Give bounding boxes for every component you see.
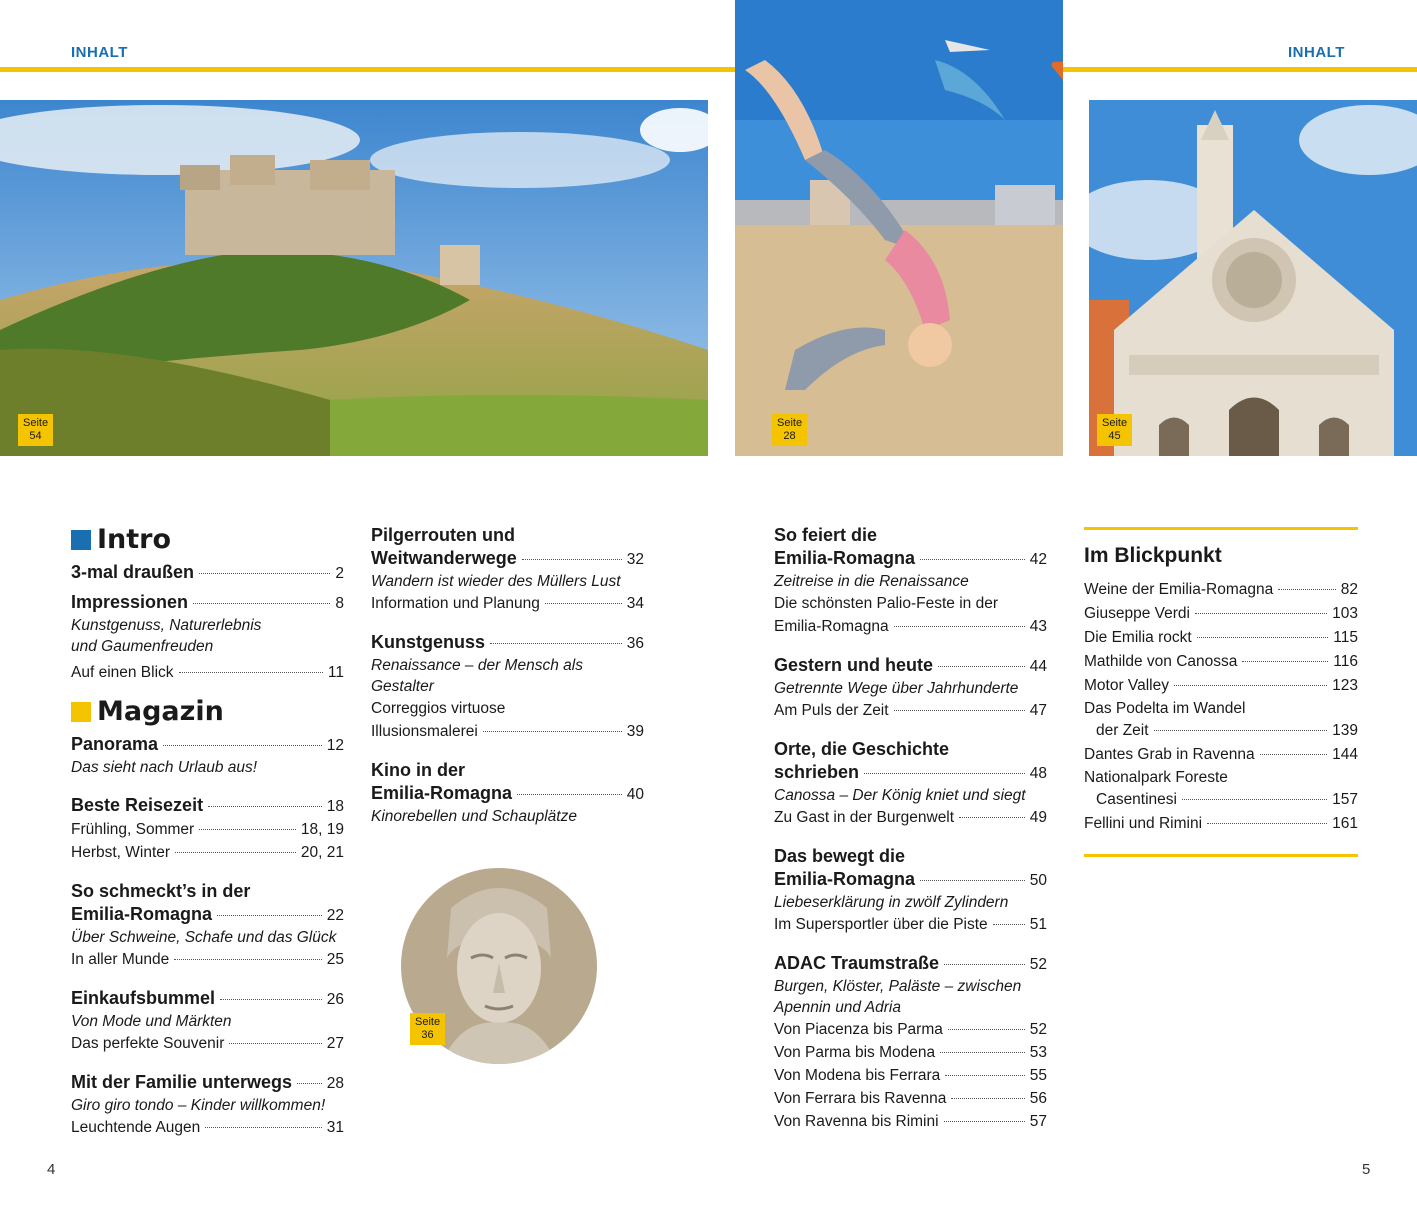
entry-page: 52 (1029, 1021, 1047, 1038)
entry-subtitle: Renaissance – der Mensch als Gestalter (371, 657, 583, 695)
entry-page: 50 (1029, 872, 1047, 889)
toc-entry[interactable] (774, 952, 1047, 976)
toc-group-kunst (371, 631, 644, 743)
entry-page: 27 (326, 1035, 344, 1052)
blickpunkt-title: Im Blickpunkt (1084, 544, 1222, 567)
entry-subtitle: Von Mode und Märkten (71, 1013, 232, 1030)
entry-page: 18 (326, 798, 344, 815)
entry-title: schrieben (774, 762, 860, 782)
entry-subtitle: Liebeserklärung in zwölf Zylindern (774, 894, 1009, 911)
toc-group-orte (774, 738, 1047, 829)
entry-page: 51 (1029, 916, 1047, 933)
toc-group-panorama (71, 733, 344, 778)
beach-page-badge (772, 414, 807, 446)
item-page: 161 (1332, 815, 1358, 832)
entry-title: Panorama (71, 734, 159, 754)
blickpunkt-item[interactable] (1084, 650, 1358, 674)
toc-column-2 (371, 524, 644, 843)
header-rule-right (1063, 67, 1417, 72)
beach-photo (735, 0, 1063, 456)
entry-title: Pilgerrouten und (371, 525, 515, 545)
entry-title: Zu Gast in der Burgenwelt (774, 809, 955, 826)
entry-title: Die schönsten Palio-Feste in der (774, 595, 999, 612)
entry-title: Emilia-Romagna (774, 869, 916, 889)
toc-entry[interactable] (71, 1071, 344, 1095)
blickpunkt-item[interactable] (1084, 719, 1358, 743)
entry-title: Beste Reisezeit (71, 795, 204, 815)
badge-page: 45 (1108, 430, 1121, 442)
entry-page: 20, 21 (300, 844, 344, 861)
toc-entry[interactable] (774, 1064, 1047, 1087)
entry-title: Von Ferrara bis Ravenna (774, 1090, 947, 1107)
toc-group-pilger (371, 524, 644, 615)
item-page: 116 (1333, 653, 1358, 670)
item-page: 103 (1332, 605, 1358, 622)
item-label: Das Podelta im Wandel (1084, 700, 1246, 717)
blickpunkt-item[interactable] (1084, 626, 1358, 650)
toc-entry[interactable] (371, 547, 644, 571)
entry-title: Das perfekte Souvenir (71, 1035, 225, 1052)
toc-entry[interactable] (71, 591, 344, 615)
entry-page: 42 (1029, 551, 1047, 568)
page-number-left: 4 (47, 1161, 56, 1178)
item-label: Weine der Emilia-Romagna (1084, 581, 1274, 598)
entry-page: 12 (326, 737, 344, 754)
toc-group-kino (371, 759, 644, 827)
cathedral-page-badge (1097, 414, 1132, 446)
entry-title: In aller Munde (71, 951, 170, 968)
entry-page: 53 (1029, 1044, 1047, 1061)
entry-page: 52 (1029, 956, 1047, 973)
entry-page: 32 (626, 551, 644, 568)
magazin-marker-icon (71, 702, 91, 722)
entry-page: 11 (327, 664, 344, 681)
entry-page: 2 (335, 565, 344, 582)
entry-subtitle: Giro giro tondo – Kinder willkommen! (71, 1097, 326, 1114)
toc-entry[interactable] (774, 615, 1047, 638)
entry-title: Herbst, Winter (71, 844, 171, 861)
badge-label: Seite (777, 417, 803, 429)
toc-entry[interactable] (774, 547, 1047, 571)
toc-entry[interactable] (774, 1041, 1047, 1064)
entry-page: 43 (1029, 618, 1047, 635)
entry-page: 34 (626, 595, 644, 612)
entry-subtitle: Kinorebellen und Schauplätze (371, 808, 577, 825)
entry-title: Von Modena bis Ferrara (774, 1067, 941, 1084)
item-label: Die Emilia rockt (1084, 629, 1192, 646)
entry-subtitle: und Gaumenfreuden (71, 638, 214, 655)
entry-page: 47 (1029, 702, 1047, 719)
toc-group-einkauf (71, 987, 344, 1055)
blickpunkt-item[interactable] (1084, 578, 1358, 602)
entry-title: Orte, die Geschichte (774, 739, 950, 759)
magazin-heading-text: Magazin (97, 696, 224, 727)
entry-page: 25 (326, 951, 344, 968)
entry-title: 3-mal draußen (71, 562, 195, 582)
toc-entry[interactable] (71, 903, 344, 927)
toc-entry[interactable] (774, 1110, 1047, 1133)
magazin-heading (71, 696, 344, 727)
castle-page-badge (18, 414, 53, 446)
entry-subtitle: Burgen, Klöster, Paläste – zwischen (774, 978, 1022, 995)
entry-page: 36 (626, 635, 644, 652)
toc-entry[interactable] (71, 818, 344, 841)
entry-page: 18, 19 (300, 821, 344, 838)
entry-page: 26 (326, 991, 344, 1008)
entry-title: Emilia-Romagna (71, 904, 213, 924)
bust-page-badge (410, 1013, 445, 1045)
toc-entry[interactable] (71, 733, 344, 757)
entry-title: Von Ravenna bis Rimini (774, 1113, 939, 1130)
toc-group-schmeckt (71, 880, 344, 971)
item-page: 144 (1332, 746, 1358, 763)
entry-subtitle: Getrennte Wege über Jahrhunderte (774, 680, 1019, 697)
entry-title: Das bewegt die (774, 846, 906, 866)
item-page: 157 (1332, 791, 1358, 808)
entry-page: 56 (1029, 1090, 1047, 1107)
toc-entry[interactable] (71, 1116, 344, 1139)
entry-title: Von Piacenza bis Parma (774, 1021, 943, 1038)
entry-subtitle: Apennin und Adria (774, 999, 901, 1016)
entry-title: Am Puls der Zeit (774, 702, 889, 719)
badge-label: Seite (415, 1016, 441, 1028)
header-rule-left (0, 67, 735, 72)
badge-label: Seite (1102, 417, 1128, 429)
item-page: 139 (1332, 722, 1358, 739)
blickpunkt-item[interactable] (1084, 743, 1358, 767)
toc-entry[interactable] (71, 987, 344, 1011)
blickpunkt-item[interactable] (1084, 812, 1358, 836)
toc-group-feiert (774, 524, 1047, 638)
toc-group-adac (774, 952, 1047, 1133)
entry-subtitle: Kunstgenuss, Naturerlebnis (71, 617, 262, 634)
entry-title: Emilia-Romagna (371, 783, 513, 803)
toc-entry[interactable] (774, 806, 1047, 829)
toc-entry[interactable] (71, 794, 344, 818)
item-page: 82 (1340, 581, 1358, 598)
page-number-right: 5 (1362, 1161, 1371, 1178)
entry-title: Emilia-Romagna (774, 548, 916, 568)
entry-title: Von Parma bis Modena (774, 1044, 936, 1061)
blickpunkt-item[interactable] (1084, 788, 1358, 812)
entry-page: 55 (1029, 1067, 1047, 1084)
entry-page: 22 (326, 907, 344, 924)
blickpunkt-item[interactable] (1084, 602, 1358, 626)
entry-title: So feiert die (774, 525, 878, 545)
item-page: 123 (1332, 677, 1358, 694)
entry-title: Emilia-Romagna (774, 618, 889, 635)
item-label: Casentinesi (1096, 791, 1177, 808)
toc-entry[interactable] (371, 720, 644, 743)
item-label: Fellini und Rimini (1084, 815, 1203, 832)
item-label: Giuseppe Verdi (1084, 605, 1190, 622)
toc-entry[interactable] (71, 661, 344, 684)
toc-group-bewegt (774, 845, 1047, 936)
entry-title: Mit der Familie unterwegs (71, 1072, 293, 1092)
entry-title: Correggios virtuose (371, 700, 506, 717)
entry-page: 57 (1029, 1113, 1047, 1130)
toc-entry[interactable] (774, 1087, 1047, 1110)
toc-group-gestern (774, 654, 1047, 722)
toc-group-reisezeit (71, 794, 344, 864)
entry-page: 48 (1029, 765, 1047, 782)
entry-title: So schmeckt’s in der (71, 881, 251, 901)
toc-column-3 (774, 524, 1047, 1149)
entry-title: Kunstgenuss (371, 632, 486, 652)
toc-entry[interactable] (71, 948, 344, 971)
entry-page: 28 (326, 1075, 344, 1092)
entry-page: 40 (626, 786, 644, 803)
toc-column-1 (71, 524, 344, 1155)
item-page: 115 (1333, 629, 1358, 646)
entry-page: 31 (326, 1119, 344, 1136)
entry-page: 49 (1029, 809, 1047, 826)
blickpunkt-box (1084, 527, 1358, 857)
entry-title: Impressionen (71, 592, 189, 612)
toc-entry[interactable] (774, 913, 1047, 936)
toc-group-familie (71, 1071, 344, 1139)
toc-entry[interactable] (774, 761, 1047, 785)
entry-subtitle: Das sieht nach Urlaub aus! (71, 759, 258, 776)
entry-title: Im Supersportler über die Piste (774, 916, 988, 933)
entry-subtitle: Zeitreise in die Renaissance (774, 573, 969, 590)
entry-title: ADAC Traumstraße (774, 953, 940, 973)
entry-title: Gestern und heute (774, 655, 934, 675)
entry-title: Leuchtende Augen (71, 1119, 201, 1136)
entry-title: Information und Planung (371, 595, 540, 612)
badge-page: 36 (421, 1029, 434, 1041)
entry-subtitle: Wandern ist wieder des Müllers Lust (371, 573, 621, 590)
item-label: Dantes Grab in Ravenna (1084, 746, 1255, 763)
entry-title: Frühling, Sommer (71, 821, 195, 838)
intro-heading-text: Intro (97, 524, 172, 555)
header-label-left: INHALT (71, 44, 128, 61)
entry-page: 44 (1029, 658, 1047, 675)
toc-entry[interactable] (371, 782, 644, 806)
item-label: der Zeit (1096, 722, 1149, 739)
castle-photo (0, 100, 708, 456)
toc-entry[interactable] (371, 592, 644, 615)
badge-page: 28 (783, 430, 796, 442)
entry-subtitle: Canossa – Der König kniet und siegt (774, 787, 1026, 804)
badge-page: 54 (29, 430, 42, 442)
toc-entry[interactable] (774, 654, 1047, 678)
intro-heading (71, 524, 344, 555)
item-label: Motor Valley (1084, 677, 1169, 694)
cathedral-photo (1089, 100, 1417, 456)
entry-title: Auf einen Blick (71, 664, 174, 681)
entry-title: Illusionsmalerei (371, 723, 478, 740)
toc-entry[interactable] (774, 699, 1047, 722)
entry-title: Weitwanderwege (371, 548, 517, 568)
toc-entry[interactable] (774, 1018, 1047, 1041)
header-label-right: INHALT (1288, 44, 1345, 61)
entry-page: 8 (335, 595, 344, 612)
item-label: Nationalpark Foreste (1084, 769, 1228, 786)
blickpunkt-item[interactable] (1084, 674, 1358, 698)
entry-subtitle: Über Schweine, Schafe und das Glück (71, 929, 337, 946)
toc-entry[interactable] (71, 841, 344, 864)
item-label: Mathilde von Canossa (1084, 653, 1238, 670)
toc-entry[interactable] (71, 1032, 344, 1055)
entry-title: Einkaufsbummel (71, 988, 216, 1008)
toc-entry[interactable] (774, 868, 1047, 892)
entry-title: Kino in der (371, 760, 465, 780)
toc-entry[interactable] (371, 631, 644, 655)
badge-label: Seite (23, 417, 49, 429)
entry-page: 39 (626, 723, 644, 740)
intro-marker-icon (71, 530, 91, 550)
toc-entry[interactable] (71, 561, 344, 585)
